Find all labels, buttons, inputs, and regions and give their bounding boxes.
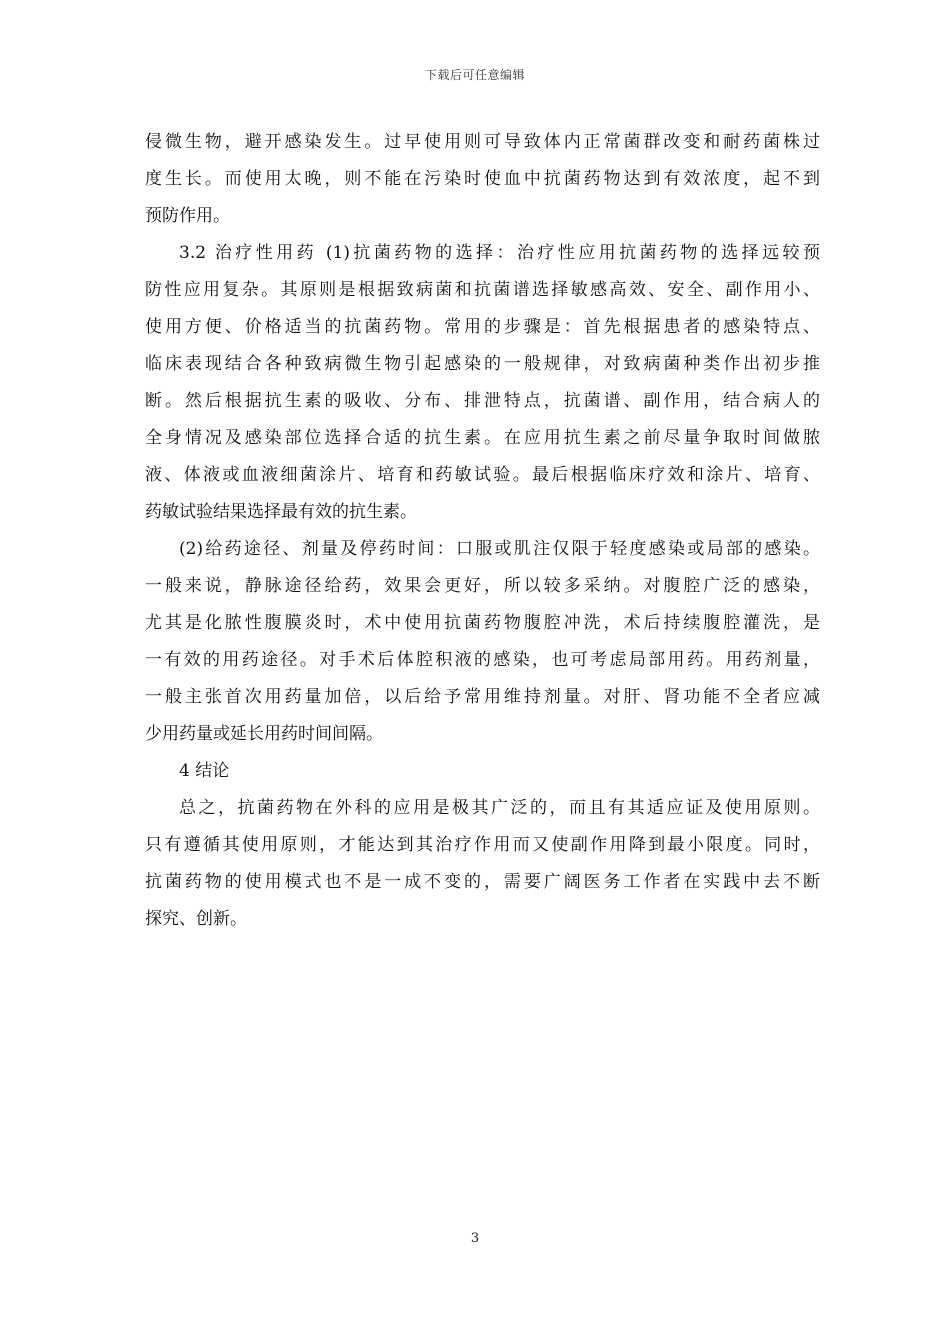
text-line: 使用方便、价格适当的抗菌药物。常用的步骤是：首先根据患者的感染特点、 <box>145 317 820 337</box>
text-line: 侵微生物，避开感染发生。过早使用则可导致体内正常菌群改变和耐药菌株过 <box>145 132 820 152</box>
text-line: 一般主张首次用药量加倍，以后给予常用维持剂量。对肝、肾功能不全者应减 <box>145 687 820 707</box>
text-line: 少用药量或延长用药时间间隔。 <box>145 724 383 744</box>
text-line: 断。然后根据抗生素的吸收、分布、排泄特点，抗菌谱、副作用，结合病人的 <box>145 391 820 411</box>
body-text <box>145 124 820 938</box>
text-line: 只有遵循其使用原则，才能达到其治疗作用而又使副作用降到最小限度。同时， <box>145 835 820 855</box>
text-line: 临床表现结合各种致病微生物引起感染的一般规律，对致病菌种类作出初步推 <box>145 354 820 374</box>
text-line: 一有效的用药途径。对手术后体腔积液的感染，也可考虑局部用药。用药剂量， <box>145 650 820 670</box>
text-line: 度生长。而使用太晚，则不能在污染时使血中抗菌药物达到有效浓度，起不到 <box>145 169 820 189</box>
text-line: 预防作用。 <box>145 206 230 226</box>
text-line: 探究、创新。 <box>145 909 247 929</box>
section-heading: 4 结论 <box>179 761 230 781</box>
text-line: 全身情况及感染部位选择合适的抗生素。在应用抗生素之前尽量争取时间做脓 <box>145 428 820 448</box>
page-number: 3 <box>470 1231 480 1246</box>
text-line: 一般来说，静脉途径给药，效果会更好，所以较多采纳。对腹腔广泛的感染， <box>145 576 820 596</box>
section-heading-line: 3.2 治疗性用药 (1)抗菌药物的选择：治疗性应用抗菌药物的选择远较预 <box>179 243 820 263</box>
paragraph-start-line: (2)给药途径、剂量及停药时间：口服或肌注仅限于轻度感染或局部的感染。 <box>179 539 820 559</box>
text-line: 药敏试验结果选择最有效的抗生素。 <box>145 502 417 522</box>
text-line: 抗菌药物的使用模式也不是一成不变的，需要广阔医务工作者在实践中去不断 <box>145 872 820 892</box>
page-header: 下载后可任意编辑 <box>424 68 525 82</box>
text-line: 尤其是化脓性腹膜炎时，术中使用抗菌药物腹腔冲洗，术后持续腹腔灌洗，是 <box>145 613 820 633</box>
paragraph-start-line: 总之，抗菌药物在外科的应用是极其广泛的，而且有其适应证及使用原则。 <box>179 798 820 818</box>
text-line: 液、体液或血液细菌涂片、培育和药敏试验。最后根据临床疗效和涂片、培育、 <box>145 465 820 485</box>
text-line: 防性应用复杂。其原则是根据致病菌和抗菌谱选择敏感高效、安全、副作用小、 <box>145 280 820 300</box>
